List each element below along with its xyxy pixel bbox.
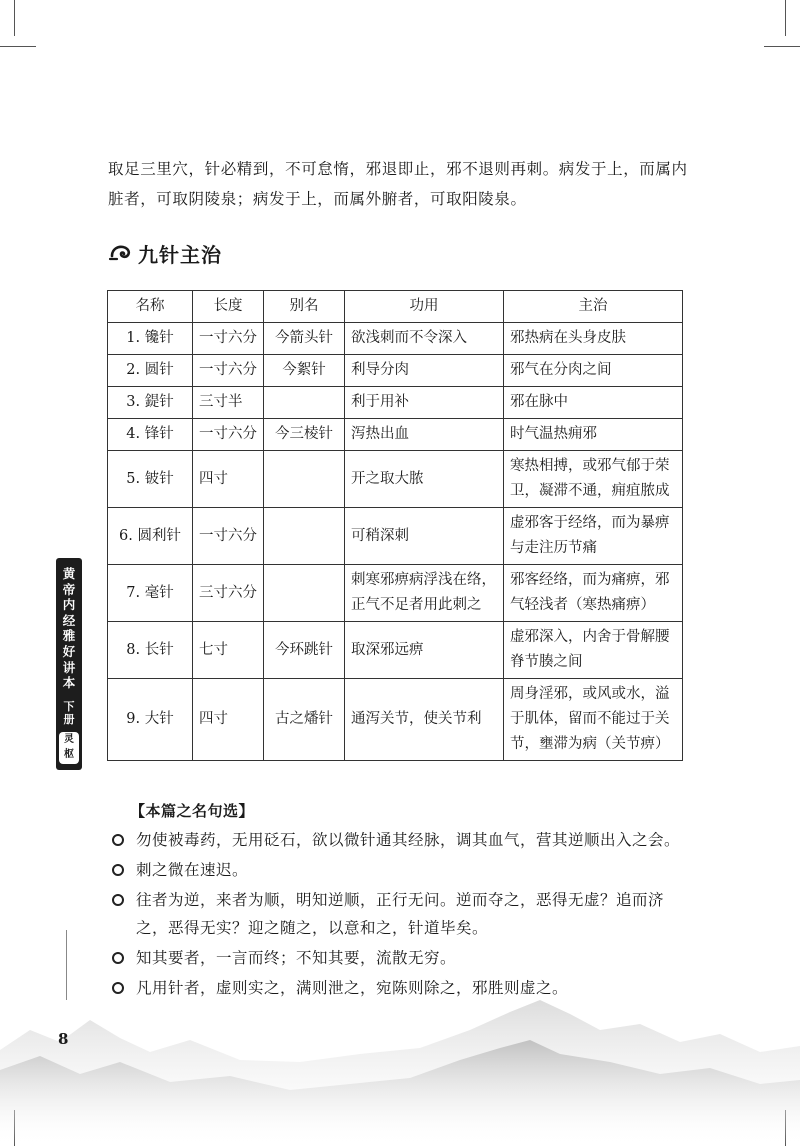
- quotes-heading: 【本篇之名句选】: [130, 802, 255, 820]
- table-cell: 一寸六分: [193, 323, 264, 355]
- margin-rule: [66, 930, 67, 1000]
- crop-mark: [764, 46, 800, 47]
- table-cell: 寒热相搏，或邪气郁于荣卫，凝滞不通，痈疽脓成: [504, 451, 683, 508]
- table-cell: 1. 镵针: [108, 323, 193, 355]
- table-header-row: [108, 291, 683, 323]
- table-cell: 七寸: [193, 622, 264, 679]
- table-cell: 周身淫邪，或风或水，溢于肌体，留而不能过于关节，壅滞为病（关节痹）: [504, 679, 683, 761]
- table-cell: 四寸: [193, 451, 264, 508]
- table-cell: 今环跳针: [264, 622, 345, 679]
- table-cell: 邪客经络，而为痛痹，邪气轻浅者（寒热痛痹）: [504, 565, 683, 622]
- table-cell: 邪气在分肉之间: [504, 355, 683, 387]
- table-cell: 7. 毫针: [108, 565, 193, 622]
- table-cell: 3. 鍉针: [108, 387, 193, 419]
- table-cell: 取深邪远痹: [345, 622, 504, 679]
- table-row: [108, 622, 683, 679]
- table-cell: 邪在脉中: [504, 387, 683, 419]
- quote-text: 勿使被毒药，无用砭石，欲以微针通其经脉，调其血气，营其逆顺出入之会。: [136, 831, 681, 849]
- table-cell: 邪热病在头身皮肤: [504, 323, 683, 355]
- table-cell: [264, 387, 345, 419]
- quote-text: 凡用针者，虚则实之，满则泄之，宛陈则除之，邪胜则虚之。: [136, 979, 569, 997]
- header-length: 长度: [193, 291, 264, 323]
- table-row: [108, 387, 683, 419]
- table-cell: 欲浅刺而不令深入: [345, 323, 504, 355]
- section-title: 九针主治: [138, 242, 222, 267]
- table-cell: 利于用补: [345, 387, 504, 419]
- circle-bullet-icon: [112, 982, 124, 994]
- intro-paragraph: 取足三里穴，针必精到，不可怠惰，邪退即止，邪不退则再刺。病发于上，而属内脏者，可取阴陵泉；病发于上，而属外腑者，可取阳陵泉。: [108, 160, 688, 208]
- table-row: [108, 323, 683, 355]
- swirl-bullet-icon: [108, 242, 134, 264]
- table-cell: [264, 508, 345, 565]
- circle-bullet-icon: [112, 834, 124, 846]
- table-cell: 利导分肉: [345, 355, 504, 387]
- table-cell: [264, 565, 345, 622]
- quote-text: 往者为逆，来者为顺，明知逆顺，正行无问。逆而夺之，恶得无虚？追而济之，恶得无实？迎之随之，以意和之，针道毕矣。: [136, 891, 665, 937]
- page-number: 8: [58, 1030, 69, 1048]
- table-cell: 虚邪深入，内舍于骨解腰脊节腠之间: [504, 622, 683, 679]
- table-cell: 6. 圆利针: [108, 508, 193, 565]
- table-row: [108, 419, 683, 451]
- list-item: [110, 944, 694, 972]
- table-row: [108, 679, 683, 761]
- table-cell: 4. 锋针: [108, 419, 193, 451]
- table-cell: 今絮针: [264, 355, 345, 387]
- table-cell: 2. 圆针: [108, 355, 193, 387]
- list-item: [110, 886, 694, 942]
- volume-label: 下 册: [63, 700, 75, 726]
- list-item: [110, 856, 694, 884]
- table-cell: 今箭头针: [264, 323, 345, 355]
- table-cell: 开之取大脓: [345, 451, 504, 508]
- table-cell: 今三棱针: [264, 419, 345, 451]
- crop-mark: [0, 46, 36, 47]
- table-cell: [264, 451, 345, 508]
- lingshu-seal: 灵 枢: [59, 732, 79, 764]
- table-cell: 5. 铍针: [108, 451, 193, 508]
- table-row: [108, 565, 683, 622]
- table-cell: 通泻关节，使关节利: [345, 679, 504, 761]
- circle-bullet-icon: [112, 864, 124, 876]
- table-cell: 虚邪客于经络，而为暴痹与走注历节痛: [504, 508, 683, 565]
- quote-text: 知其要者，一言而终；不知其要，流散无穷。: [136, 949, 457, 967]
- table-cell: 三寸半: [193, 387, 264, 419]
- table-row: [108, 355, 683, 387]
- header-name: 名称: [108, 291, 193, 323]
- table-cell: 9. 大针: [108, 679, 193, 761]
- header-indication: 主治: [504, 291, 683, 323]
- header-alias: 别名: [264, 291, 345, 323]
- table-cell: 刺寒邪痹病浮浅在络，正气不足者用此刺之: [345, 565, 504, 622]
- circle-bullet-icon: [112, 894, 124, 906]
- list-item: [110, 974, 694, 1002]
- table-cell: 8. 长针: [108, 622, 193, 679]
- nine-needles-table: [107, 290, 683, 761]
- table-cell: 四寸: [193, 679, 264, 761]
- table-cell: 可稍深刺: [345, 508, 504, 565]
- mountain-landscape-decoration: [0, 990, 800, 1146]
- quote-text: 刺之微在速迟。: [136, 861, 249, 879]
- table-cell: 一寸六分: [193, 508, 264, 565]
- list-item: [110, 826, 694, 854]
- table-cell: 时气温热痈邪: [504, 419, 683, 451]
- crop-mark: [785, 0, 786, 36]
- header-function: 功用: [345, 291, 504, 323]
- book-side-tab: [56, 558, 82, 770]
- book-title-vertical: 黄 帝 内 经 雅 好 讲 本: [62, 566, 76, 691]
- table-cell: 一寸六分: [193, 355, 264, 387]
- table-cell: 一寸六分: [193, 419, 264, 451]
- section-heading: [108, 238, 222, 268]
- crop-mark: [14, 0, 15, 36]
- circle-bullet-icon: [112, 952, 124, 964]
- quotes-list: [110, 826, 694, 1004]
- table-row: [108, 508, 683, 565]
- table-cell: 三寸六分: [193, 565, 264, 622]
- table-cell: 泻热出血: [345, 419, 504, 451]
- table-row: [108, 451, 683, 508]
- table-cell: 古之燔针: [264, 679, 345, 761]
